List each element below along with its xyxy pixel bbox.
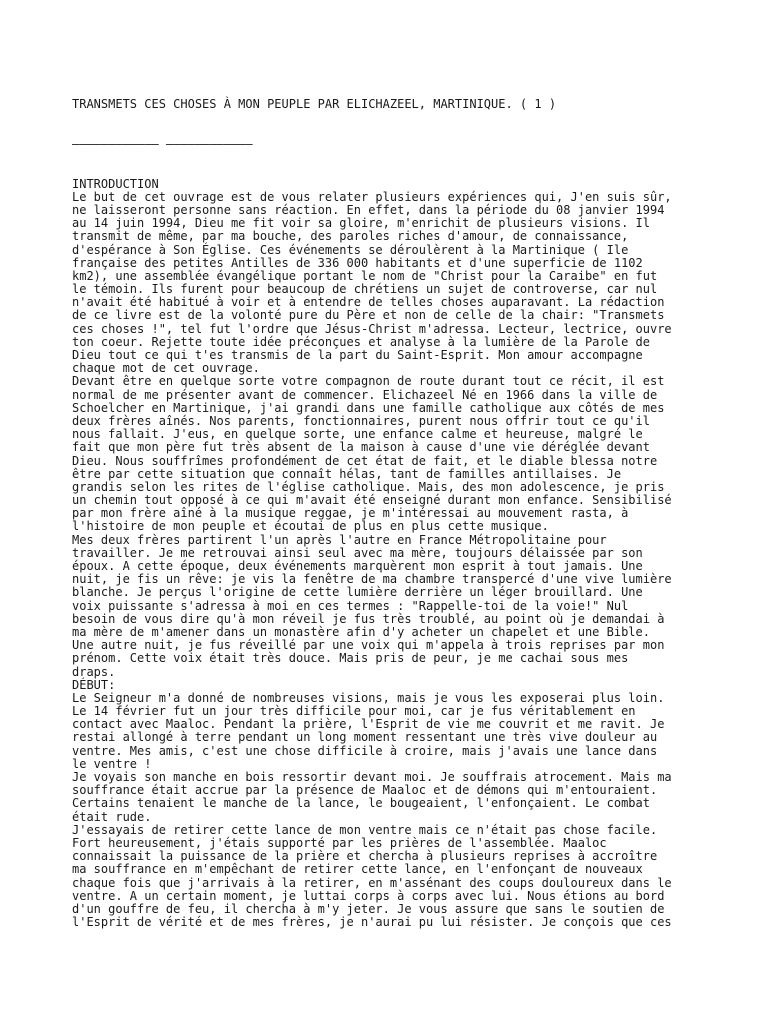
text-line: ces choses !", tel fut l'ordre que Jésus-Christ m'adressa. Lecteur, lectrice, ouvre [72,321,672,336]
text-line: n'avait été habitué à voir et à entendre de telles choses auparavant. La rédaction [72,295,665,310]
text-line: Le 14 février fut un jour très difficile pour moi, car je fus véritablement en [72,704,636,719]
text-line: être par cette situation que connaît hélas, tant de familles antillaises. Je [72,466,622,481]
text-line: draps. [72,664,116,679]
document-body [72,178,712,930]
text-line: DÉBUT: [72,677,116,692]
text-line: l'Esprit de vérité et de mes frères, je n'aurai pu lui résister. Je conçois que ces [72,915,672,930]
text-line: époux. A cette époque, deux événements marquèrent mon esprit à tout jamais. Une [72,559,643,574]
text-line: ma souffrance en m'empêchant de retirer cette lance, en l'enfonçant de nouveaux [72,862,643,877]
text-line: normal de me présenter avant de commencer. Elichazeel Né en 1966 dans la ville de [72,387,658,402]
text-line: nuit, je fis un rêve: je vis la fenêtre de ma chambre transpercé d'une vive lumière [72,572,672,587]
text-line: Mes deux frères partirent l'un après l'autre en France Métropolitaine pour [72,532,607,547]
text-line: d'un gouffre de feu, il chercha à m'y jeter. Je vous assure que sans le soutien de [72,901,665,916]
text-line: INTRODUCTION [72,176,159,191]
document-title: TRANSMETS CES CHOSES À MON PEUPLE PAR ELICHAZEEL, MARTINIQUE. ( 1 ) [72,97,557,112]
text-line: restai allongé à terre pendant un long moment ressentant une très vive douleur au [72,730,658,745]
text-line: transmit de même, par ma bouche, des paroles riches d'amour, de connaissance, [72,229,629,244]
text-line: de ce livre est de la volonté pure du Père et non de celle de la chair: "Transmets [72,308,665,323]
text-line: Je voyais son manche en bois ressortir devant moi. Je souffrais atrocement. Mais ma [72,770,672,785]
text-line: par mon frère aîné à la musique reggae, je m'intéressai au mouvement rasta, à [72,506,629,521]
text-line: fait que mon père fut très absent de la maison à cause d'une vie déréglée devant [72,440,650,455]
text-line: Une autre nuit, je fus réveillé par une voix qui m'appela à trois reprises par mon [72,638,665,653]
text-line: un chemin tout opposé à ce qui m'avait été enseigné durant mon enfance. Sensibilisé [72,493,672,508]
text-line: chaque mot de cet ouvrage. [72,361,260,376]
text-line: Dieu. Nous souffrîmes profondément de cet état de fait, et le diable blessa notre [72,453,658,468]
text-line: blanche. Je perçus l'origine de cette lumière derrière un léger brouillard. Une [72,585,643,600]
title-underline: ———————————— ———————————— [72,137,253,151]
text-line: ventre. Mes amis, c'est une chose difficile à croire, mais j'avais une lance dans [72,743,658,758]
text-line: était rude. [72,809,152,824]
text-line: ne laisseront personne sans réaction. En effet, dans la période du 08 janvier 1994 [72,202,665,217]
text-line: d'espérance à Son Église. Ces événements se déroulèrent à la Martinique ( Ile [72,242,629,257]
text-line: ma mère de m'amener dans un monastère afin d'y acheter un chapelet et une Bible. [72,624,650,639]
text-line: ventre. A un certain moment, je luttai corps à corps avec lui. Nous étions au bord [72,888,665,903]
text-line: le ventre ! [72,756,152,771]
text-line: Schoelcher en Martinique, j'ai grandi dans une famille catholique aux côtés de mes [72,400,665,415]
text-line: l'histoire de mon peuple et écoutai de plus en plus cette musique. [72,519,549,534]
text-line: besoin de vous dire qu'à mon réveil je fus très troublé, au point où je demandai à [72,611,665,626]
text-line: chaque fois que j'arrivais à la retirer, en m'assénant des coups douloureux dans le [72,875,672,890]
text-line: contact avec Maaloc. Pendant la prière, l'Esprit de vie me couvrit et me ravit. Je [72,717,665,732]
text-line: Fort heureusement, j'étais supporté par les prières de l'assemblée. Maaloc [72,835,607,850]
document-page [72,72,712,942]
text-line: française des petites Antilles de 336 000 habitants et d'une superficie de 1102 [72,255,643,270]
text-line: souffrance était accrue par la présence de Maaloc et de démons qui m'entouraient. [72,783,658,798]
text-line: J'essayais de retirer cette lance de mon ventre mais ce n'était pas chose facile. [72,822,658,837]
text-line: voix puissante s'adressa à moi en ces termes : "Rappelle-toi de la voie!" Nul [72,598,629,613]
text-line: km2), une assemblée évangélique portant le nom de "Christ pour la Caraibe" en fut [72,268,658,283]
text-line: prénom. Cette voix était très douce. Mais pris de peur, je me cachai sous mes [72,651,629,666]
text-line: Le Seigneur m'a donné de nombreuses visions, mais je vous les exposerai plus loin. [72,690,665,705]
text-line: ton coeur. Rejette toute idée préconçues et analyse à la lumière de la Parole de [72,334,650,349]
text-line: Dieu tout ce qui t'es transmis de la part du Saint-Esprit. Mon amour accompagne [72,348,643,363]
text-line: travailler. Je me retrouvai ainsi seul avec ma mère, toujours délaissée par son [72,545,643,560]
text-line: connaissait la puissance de la prière et chercha à plusieurs reprises à accroître [72,849,658,864]
text-line: Certains tenaient le manche de la lance, le bougeaient, l'enfonçaient. Le combat [72,796,650,811]
text-line: grandis selon les rites de l'église catholique. Mais, des mon adolescence, je pris [72,479,665,494]
text-line: nous fallait. J'eus, en quelque sorte, une enfance calme et heureuse, malgré le [72,427,643,442]
text-line: le témoin. Ils furent pour beaucoup de chrétiens un sujet de controverse, car nul [72,282,658,297]
text-line: au 14 juin 1994, Dieu me fit voir sa gloire, m'enrichit de plusieurs visions. Il [72,216,650,231]
text-line: Devant être en quelque sorte votre compagnon de route durant tout ce récit, il est [72,374,665,389]
text-line: Le but de cet ouvrage est de vous relater plusieurs expériences qui, J'en suis sûr, [72,189,672,204]
text-line: deux frères aînés. Nos parents, fonctionnaires, purent nous offrir tout ce qu'il [72,413,650,428]
